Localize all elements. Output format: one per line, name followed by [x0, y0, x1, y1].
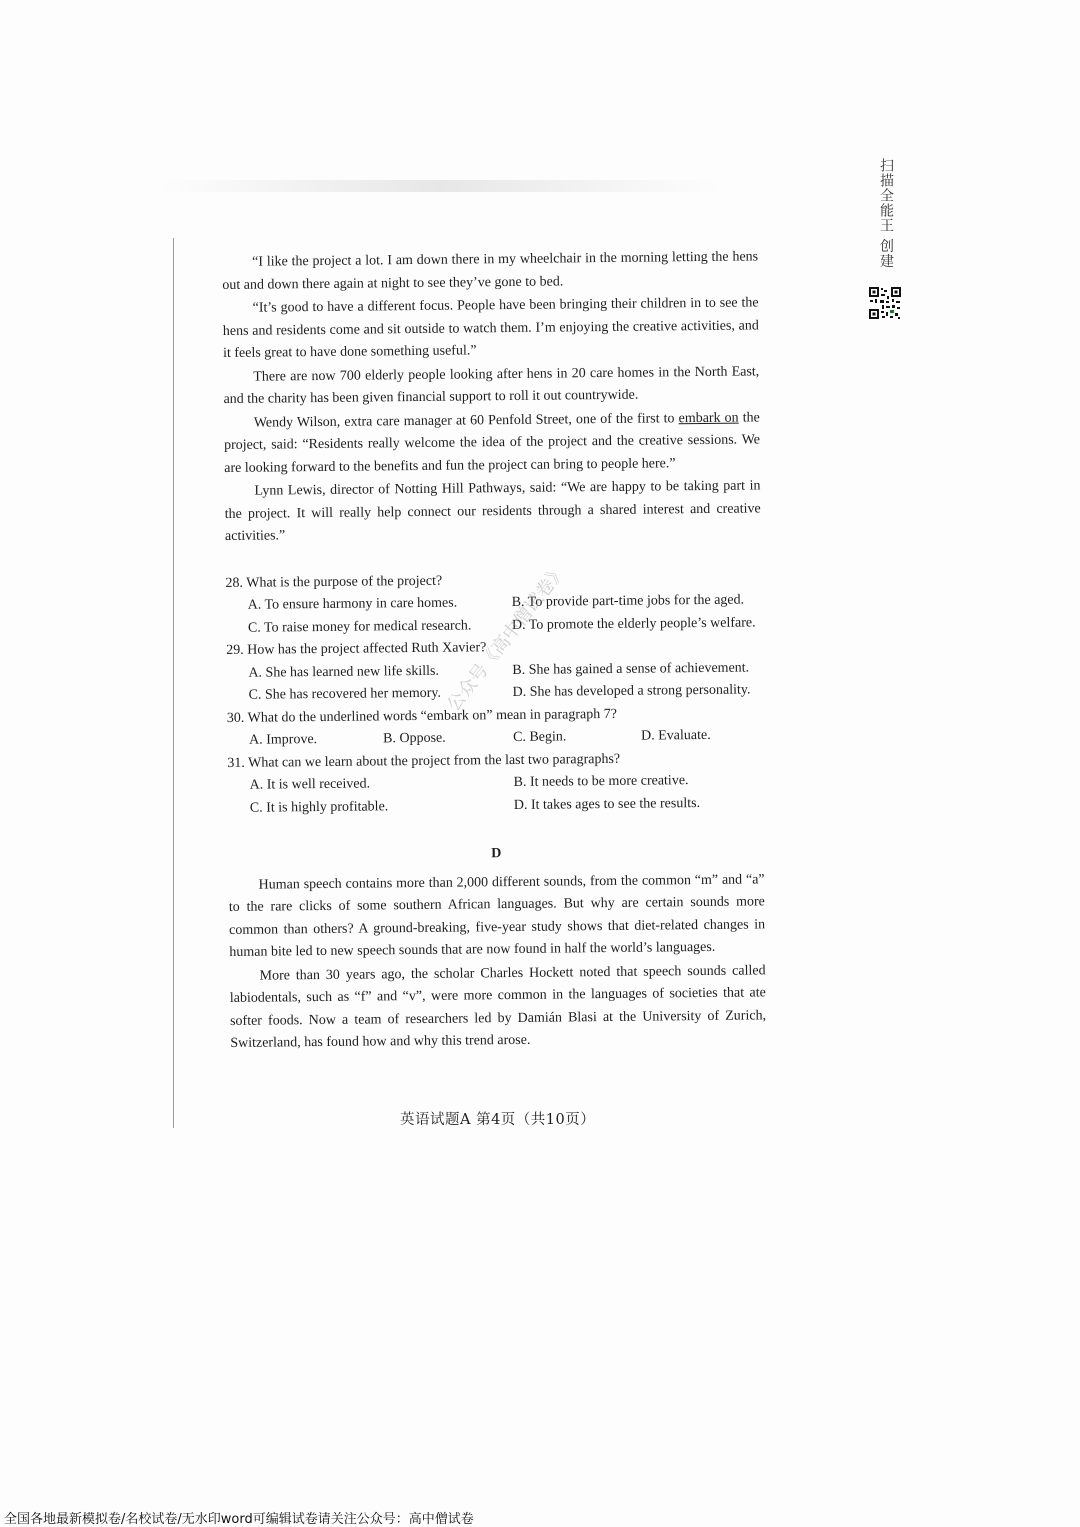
option-d: D. Evaluate. — [641, 727, 711, 744]
wendy-text-after: the project, said: “Residents really welcome the idea of the project and the creative sessions. We are looking forward to the benefits and fun the project can bring to people here.” — [223, 409, 761, 476]
question-28 — [225, 567, 762, 640]
watermark-text: 公众号《高中僧试卷》 — [443, 560, 571, 716]
promo-banner-text: 全国各地最新模拟卷/名校试卷/无水印word可编辑试卷请关注公众号：高中僧试卷 — [4, 1512, 474, 1527]
option-c: C. She has recovered her memory. — [248, 685, 442, 703]
answer-options — [227, 769, 763, 820]
option-a: A. She has learned new life skills. — [248, 663, 439, 681]
question-31 — [227, 747, 764, 820]
option-b: B. Oppose. — [383, 730, 446, 747]
qr-code-icon — [868, 286, 902, 320]
scan-smudge — [160, 180, 720, 192]
option-c: C. It is highly profitable. — [249, 798, 389, 816]
option-d: D. It takes ages to see the results. — [513, 795, 701, 813]
passage-paragraph: More than 30 years ago, the scholar Charles Hockett noted that speech sounds called labiodentals, such as “f” and “v”, were more common in the languages of societies that ate softer foods. Now a team of researchers led by Damián Blasi at the University of Zurich, Switzerland, has found how and why this trend arose. — [229, 962, 767, 1051]
option-a: A. Improve. — [249, 732, 318, 748]
question-list — [225, 567, 764, 820]
option-c: C. Begin. — [513, 729, 567, 745]
section-heading: D — [491, 846, 502, 862]
passage-paragraph: Human speech contains more than 2,000 different sounds, from the common “m” and “a” to the rare clicks of some southern African languages. But why are certain sounds more common than others? A ground-breaking, five-year study shows that diet-related changes in human bite led to new speech sounds that are now found in half the world’s languages. — [228, 871, 766, 960]
option-b: B. She has gained a sense of achievement. — [512, 660, 750, 678]
option-a: A. It is well received. — [249, 776, 371, 793]
option-c: C. To raise money for medical research. — [247, 617, 472, 636]
passage-paragraph: “I like the project a lot. I am down there in my wheelchair in the morning letting the hens out and down there again at night to see they’ve gone to bed. — [222, 249, 759, 293]
passage-paragraph: Lynn Lewis, director of Notting Hill Pathways, said: “We are happy to be taking part in the project. It will really help connect our residents through a shared interest and creative activities.” — [224, 478, 761, 544]
passage-paragraph: “It’s good to have a different focus. People have been bringing their children in to see the hens and residents come and sit outside to watch them. I’m enjoying the creative activities, and it feels great to have done something useful.” — [222, 295, 759, 361]
page-number-footer: 英语试题A 第4页（共10页） — [400, 1112, 596, 1128]
passage-paragraph-wendy — [224, 407, 761, 480]
underlined-phrase: embark on — [678, 410, 739, 426]
question-stem: 28. What is the purpose of the project? — [225, 573, 443, 591]
option-b: B. To provide part-time jobs for the aged. — [511, 592, 745, 610]
option-d: D. To promote the elderly people’s welfare. — [511, 614, 756, 633]
question-30 — [227, 702, 763, 753]
question-stem: 31. What can we learn about the project from the last two paragraphs? — [227, 751, 621, 771]
question-stem: 30. What do the underlined words “embark on” mean in paragraph 7? — [226, 706, 617, 726]
question-stem: 29. How has the project affected Ruth Xavier? — [226, 640, 487, 658]
passage-paragraph: There are now 700 elderly people looking after hens in 20 care homes in the North East, and the charity has been given financial support to roll it out countrywide. — [223, 363, 760, 407]
option-b: B. It needs to be more creative. — [513, 773, 689, 790]
option-a: A. To ensure harmony in care homes. — [247, 595, 458, 613]
scanner-app-label: 扫描全能王 创建 — [878, 158, 894, 269]
scanner-app-badge — [862, 158, 908, 328]
option-d: D. She has developed a strong personality. — [512, 682, 751, 700]
wendy-text-before: Wendy Wilson, extra care manager at 60 Penfold Street, one of the first to — [253, 410, 679, 431]
page-binding-line — [173, 238, 174, 1128]
